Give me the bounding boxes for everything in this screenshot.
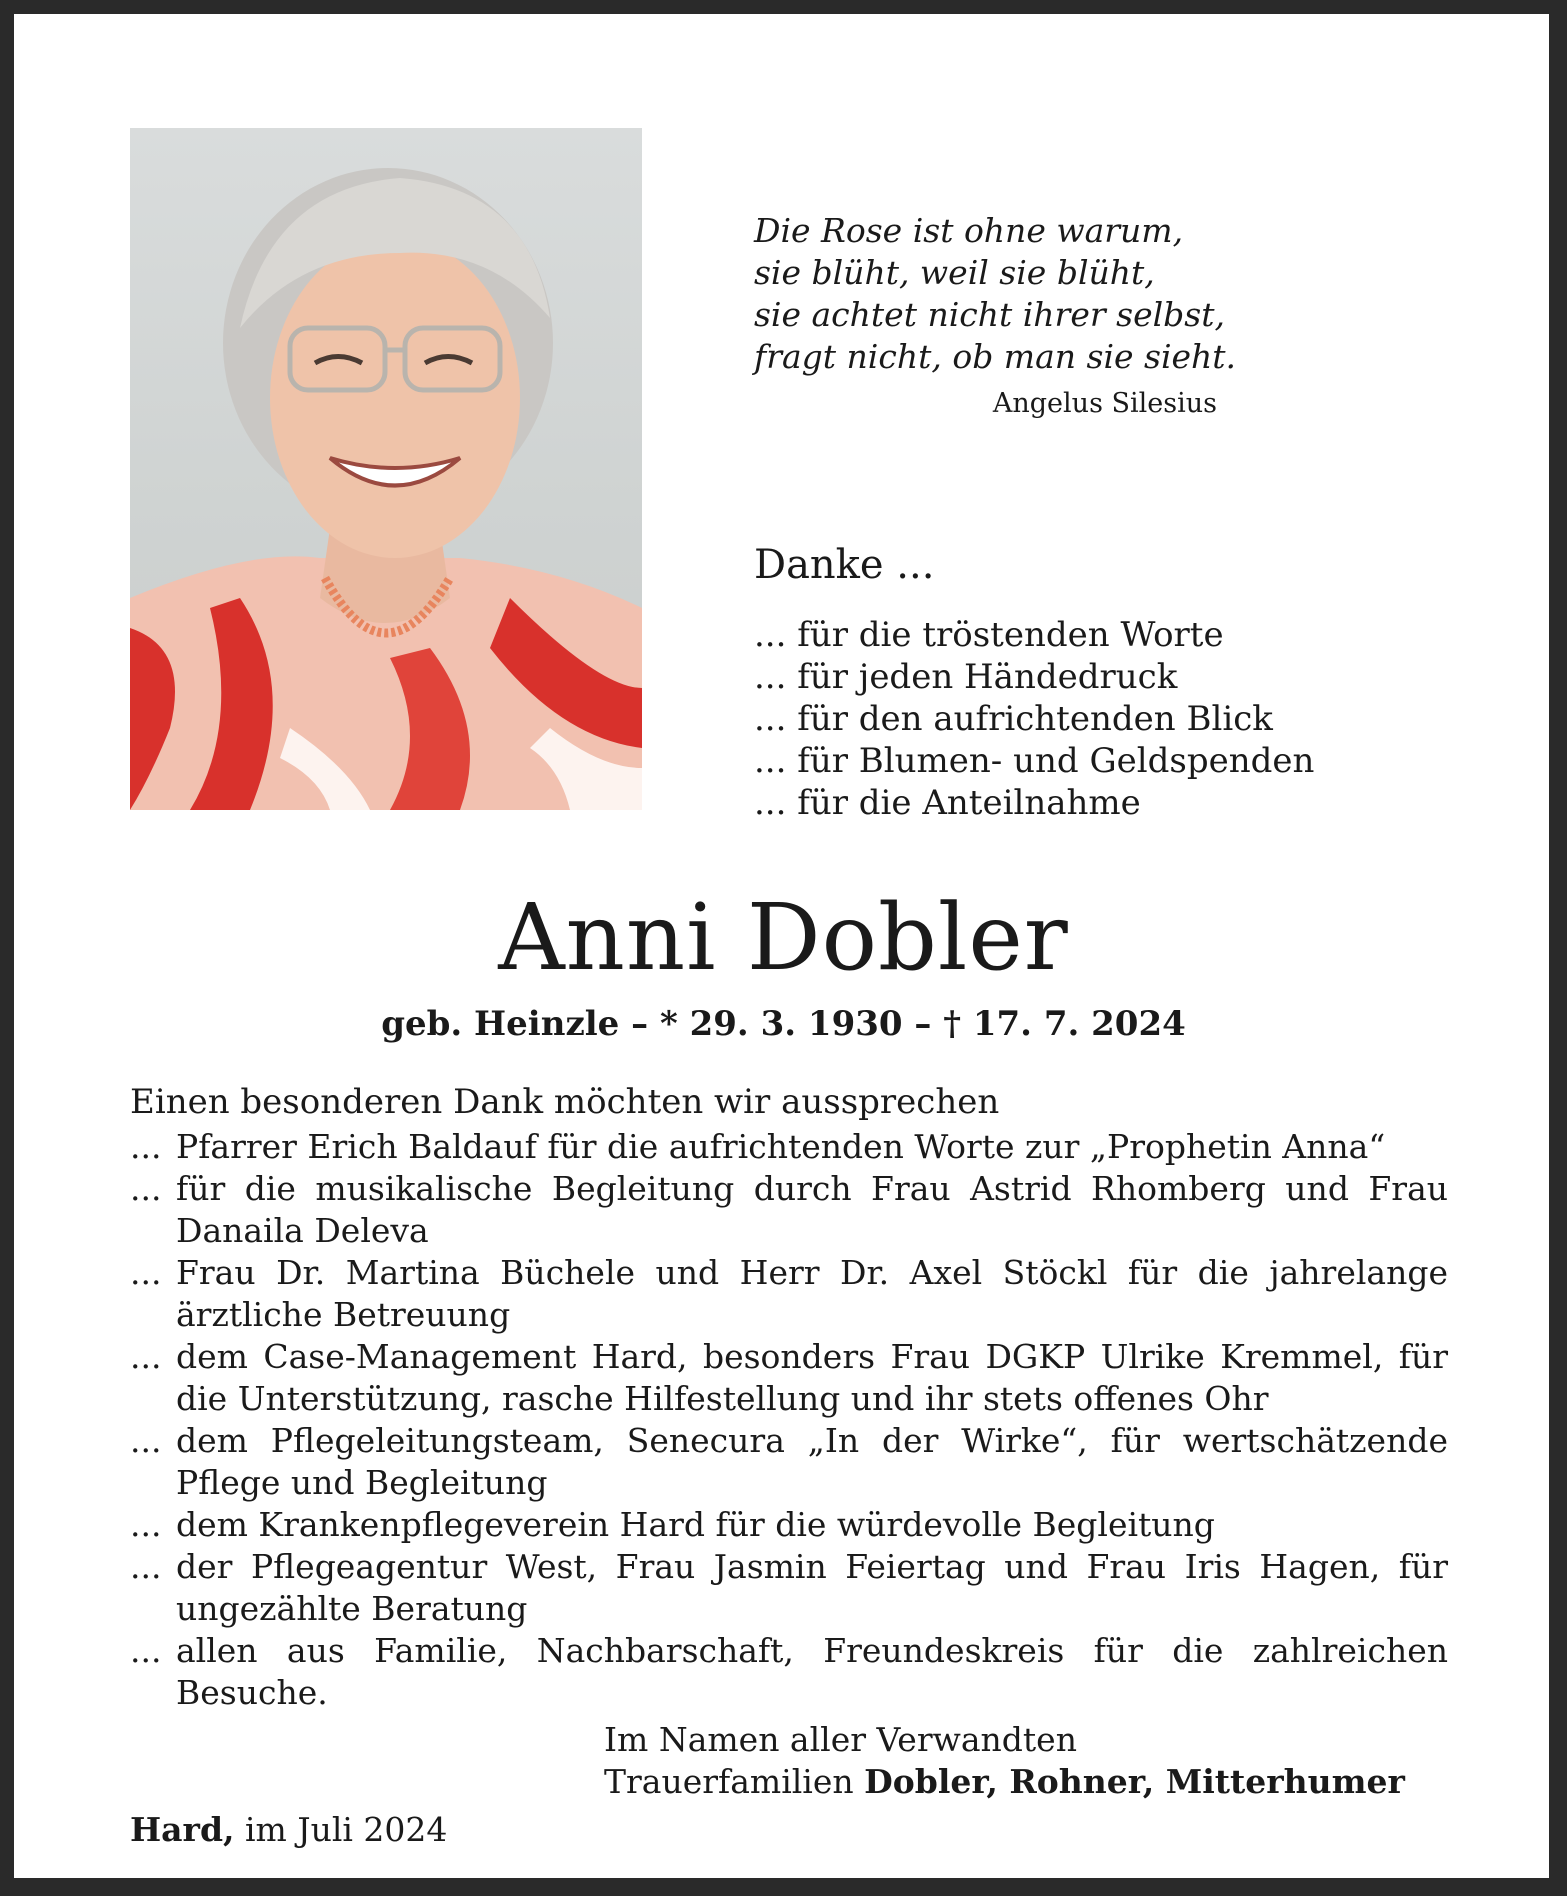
thanks-item: ... für die musikalische Begleitung durch Frau Astrid Rhomberg und Frau Danaila Deleva	[130, 1168, 1448, 1252]
danke-list	[754, 614, 1314, 824]
danke-item: ... für den aufrichtenden Blick	[754, 699, 1273, 739]
place-date-text: im Juli 2024	[234, 1810, 448, 1849]
portrait-illustration	[130, 128, 642, 810]
deceased-details: geb. Heinzle – * 29. 3. 1930 – † 17. 7. 2024	[381, 1004, 1186, 1044]
danke-heading: Danke ...	[754, 542, 935, 588]
thanks-item: ... der Pflegeagentur West, Frau Jasmin Feiertag und Frau Iris Hagen, für ungezählte Beratung	[130, 1546, 1448, 1630]
danke-item: ... für jeden Händedruck	[754, 657, 1178, 697]
quote-author: Angelus Silesius	[992, 388, 1217, 419]
signature-line: Im Namen aller Verwandten	[604, 1720, 1077, 1759]
obituary-card	[14, 14, 1549, 1878]
signature-prefix: Trauerfamilien	[604, 1762, 865, 1801]
thanks-item: ... allen aus Familie, Nachbarschaft, Freundeskreis für die zahlreichen Besuche.	[130, 1630, 1448, 1714]
thanks-list	[130, 1126, 1448, 1714]
deceased-name: Anni Dobler	[498, 884, 1069, 991]
thanks-item: ... dem Krankenpflegeverein Hard für die würdevolle Begleitung	[130, 1504, 1448, 1546]
signature-families	[604, 1762, 1405, 1801]
portrait-photo	[130, 128, 642, 810]
place-date	[130, 1810, 447, 1849]
danke-item: ... für Blumen- und Geldspenden	[754, 741, 1315, 781]
thanks-item: ... Frau Dr. Martina Büchele und Herr Dr. Axel Stöckl für die jahrelange ärztliche Betreuung	[130, 1252, 1448, 1336]
poem-quote	[754, 210, 1274, 378]
quote-line: sie achtet nicht ihrer selbst,	[754, 295, 1225, 334]
thanks-item: ... dem Case-Management Hard, besonders Frau DGKP Ulrike Kremmel, für die Unterstützung, rasche Hilfestellung und ihr stets offenes Ohr	[130, 1336, 1448, 1420]
thanks-item: ... Pfarrer Erich Baldauf für die aufrichtenden Worte zur „Prophetin Anna“	[130, 1126, 1448, 1168]
quote-line: fragt nicht, ob man sie sieht.	[754, 337, 1237, 376]
place-town: Hard,	[130, 1810, 235, 1849]
danke-item: ... für die Anteilnahme	[754, 783, 1141, 823]
quote-line: sie blüht, weil sie blüht,	[754, 253, 1155, 292]
thanks-intro: Einen besonderen Dank möchten wir aussprechen	[130, 1082, 1000, 1122]
danke-item: ... für die tröstenden Worte	[754, 615, 1224, 655]
quote-line: Die Rose ist ohne warum,	[754, 211, 1184, 250]
family-names: Dobler, Rohner, Mitterhumer	[864, 1762, 1405, 1801]
thanks-item: ... dem Pflegeleitungsteam, Senecura „In der Wirke“, für wertschätzende Pflege und Begleitung	[130, 1420, 1448, 1504]
